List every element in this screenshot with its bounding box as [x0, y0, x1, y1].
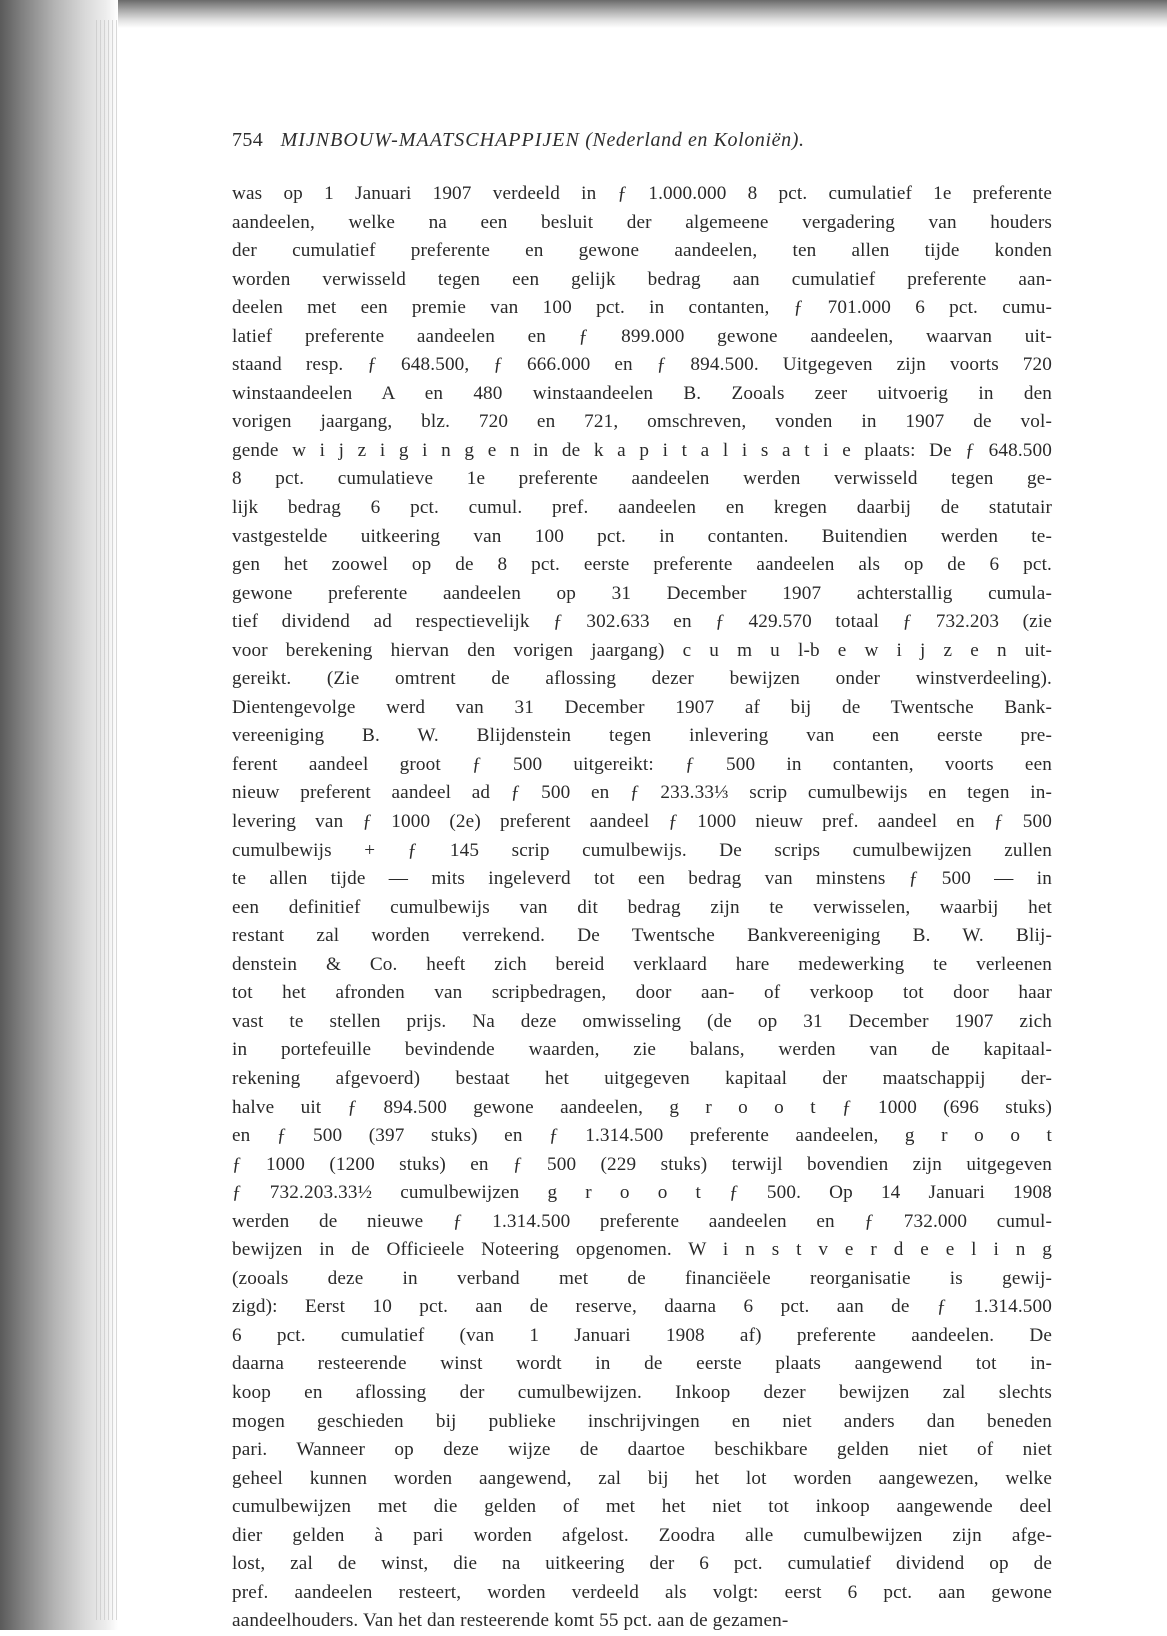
text-line: geheel kunnen worden aangewend, zal bij het lot worden aangewezen, welke	[232, 1467, 1052, 1489]
text-line: (zooals deze in verband met de financiëele reorganisatie is gewij-	[232, 1267, 1052, 1289]
text-line: worden verwisseld tegen een gelijk bedrag aan cumulatief preferente aan-	[232, 268, 1052, 290]
text-line: en ƒ 500 (397 stuks) en ƒ 1.314.500 preferente aandeelen, g r o o t	[232, 1125, 1052, 1147]
text-line: deelen met een premie van 100 pct. in contanten, ƒ 701.000 6 pct. cumu-	[232, 297, 1052, 319]
text-line: gende w i j z i g i n g e n in de k a p i t a l i s a t i e plaats: De ƒ 648.500	[232, 439, 1052, 461]
text-line: gewone preferente aandeelen op 31 December 1907 achterstallig cumula-	[232, 582, 1052, 604]
text-line: restant zal worden verrekend. De Twentsche Bankvereeniging B. W. Blij-	[232, 925, 1052, 947]
text-line: nieuw preferent aandeel ad ƒ 500 en ƒ 233.33⅓ scrip cumulbewijs en tegen in-	[232, 782, 1052, 804]
text-line: lost, zal de winst, die na uitkeering der 6 pct. cumulatief dividend op de	[232, 1553, 1052, 1575]
running-subtitle: (Nederland en Koloniën).	[585, 129, 805, 151]
page-number: 754	[232, 129, 264, 151]
running-title: MIJNBOUW-MAATSCHAPPIJEN	[280, 129, 580, 151]
text-line: te allen tijde — mits ingeleverd tot een bedrag van minstens ƒ 500 — in	[232, 868, 1052, 890]
text-line: werden de nieuwe ƒ 1.314.500 preferente aandeelen en ƒ 732.000 cumul-	[232, 1210, 1052, 1232]
text-line: vast te stellen prijs. Na deze omwisseling (de op 31 December 1907 zich	[232, 1010, 1052, 1032]
text-line: was op 1 Januari 1907 verdeeld in ƒ 1.000.000 8 pct. cumulatief 1e preferente	[232, 183, 1052, 204]
text-line: levering van ƒ 1000 (2e) preferent aandeel ƒ 1000 nieuw pref. aandeel en ƒ 500	[232, 811, 1052, 833]
text-line: cumulbewijzen met die gelden of met het niet tot inkoop aangewende deel	[232, 1496, 1052, 1518]
book-page	[232, 128, 1052, 1632]
text-line: lijk bedrag 6 pct. cumul. pref. aandeelen en kregen daarbij de statutair	[232, 497, 1052, 519]
text-line: gereikt. (Zie omtrent de aflossing dezer bewijzen onder winstverdeeling).	[232, 668, 1052, 690]
page-edges	[96, 20, 118, 1620]
text-line: gen het zoowel op de 8 pct. eerste preferente aandeelen als op de 6 pct.	[232, 554, 1052, 576]
text-line: vastgestelde uitkeering van 100 pct. in contanten. Buitendien werden te-	[232, 525, 1052, 547]
text-line: daarna resteerende winst wordt in de eerste plaats aangewend tot in-	[232, 1353, 1052, 1375]
text-line: denstein & Co. heeft zich bereid verklaard hare medewerking te verleenen	[232, 953, 1052, 975]
text-line: latief preferente aandeelen en ƒ 899.000 gewone aandeelen, waarvan uit-	[232, 325, 1052, 347]
text-line: pref. aandeelen resteert, worden verdeeld als volgt: eerst 6 pct. aan gewone	[232, 1581, 1052, 1603]
text-line: staand resp. ƒ 648.500, ƒ 666.000 en ƒ 894.500. Uitgegeven zijn voorts 720	[232, 354, 1052, 376]
text-line: aandeelen, welke na een besluit der algemeene vergadering van houders	[232, 211, 1052, 233]
text-line: ƒ 1000 (1200 stuks) en ƒ 500 (229 stuks) terwijl bovendien zijn uitgegeven	[232, 1153, 1052, 1175]
text-line: ƒ 732.203.33½ cumulbewijzen g r o o t ƒ 500. Op 14 Januari 1908	[232, 1182, 1052, 1204]
text-line: 8 pct. cumulatieve 1e preferente aandeelen werden verwisseld tegen ge-	[232, 468, 1052, 490]
text-line: vorigen jaargang, blz. 720 en 721, omschreven, vonden in 1907 de vol-	[232, 411, 1052, 433]
text-line: rekening afgevoerd) bestaat het uitgegeven kapitaal der maatschappij der-	[232, 1067, 1052, 1089]
text-line: Dientengevolge werd van 31 December 1907 af bij de Twentsche Bank-	[232, 696, 1052, 718]
text-line: 6 pct. cumulatief (van 1 Januari 1908 af) preferente aandeelen. De	[232, 1324, 1052, 1346]
text-line: tief dividend ad respectievelijk ƒ 302.633 en ƒ 429.570 totaal ƒ 732.203 (zie	[232, 611, 1052, 633]
text-line: ferent aandeel groot ƒ 500 uitgereikt: ƒ 500 in contanten, voorts een	[232, 753, 1052, 775]
running-head	[232, 128, 1052, 152]
text-line: halve uit ƒ 894.500 gewone aandeelen, g r o o t ƒ 1000 (696 stuks)	[232, 1096, 1052, 1118]
text-line: tot het afronden van scripbedragen, door aan- of verkoop tot door haar	[232, 982, 1052, 1004]
text-line: vereeniging B. W. Blijdenstein tegen inlevering van een eerste pre-	[232, 725, 1052, 747]
scan-top-edge	[0, 0, 1167, 28]
text-line: aandeelhouders. Van het dan resteerende komt 55 pct. aan de gezamen-	[232, 1610, 789, 1632]
text-line: mogen geschieden bij publieke inschrijvingen en niet anders dan beneden	[232, 1410, 1052, 1432]
text-line: zigd): Eerst 10 pct. aan de reserve, daarna 6 pct. aan de ƒ 1.314.500	[232, 1296, 1052, 1318]
text-line: een definitief cumulbewijs van dit bedrag zijn te verwisselen, waarbij het	[232, 896, 1052, 918]
text-line: in portefeuille bevindende waarden, zie balans, werden van de kapitaal-	[232, 1039, 1052, 1061]
text-line: der cumulatief preferente en gewone aandeelen, ten allen tijde konden	[232, 240, 1052, 262]
text-line: winstaandeelen A en 480 winstaandeelen B. Zooals zeer uitvoerig in den	[232, 382, 1052, 404]
text-line: bewijzen in de Officieele Noteering opgenomen. W i n s t v e r d e e l i n g	[232, 1239, 1052, 1261]
text-line: cumulbewijs + ƒ 145 scrip cumulbewijs. De scrips cumulbewijzen zullen	[232, 839, 1052, 861]
text-line: koop en aflossing der cumulbewijzen. Inkoop dezer bewijzen zal slechts	[232, 1381, 1052, 1403]
text-line: pari. Wanneer op deze wijze de daartoe beschikbare gelden niet of niet	[232, 1439, 1052, 1461]
text-line: voor berekening hiervan den vorigen jaargang) c u m u l-b e w i j z e n uit-	[232, 639, 1052, 661]
text-line: dier gelden à pari worden afgelost. Zoodra alle cumulbewijzen zijn afge-	[232, 1524, 1052, 1546]
body-text	[232, 180, 1052, 1636]
